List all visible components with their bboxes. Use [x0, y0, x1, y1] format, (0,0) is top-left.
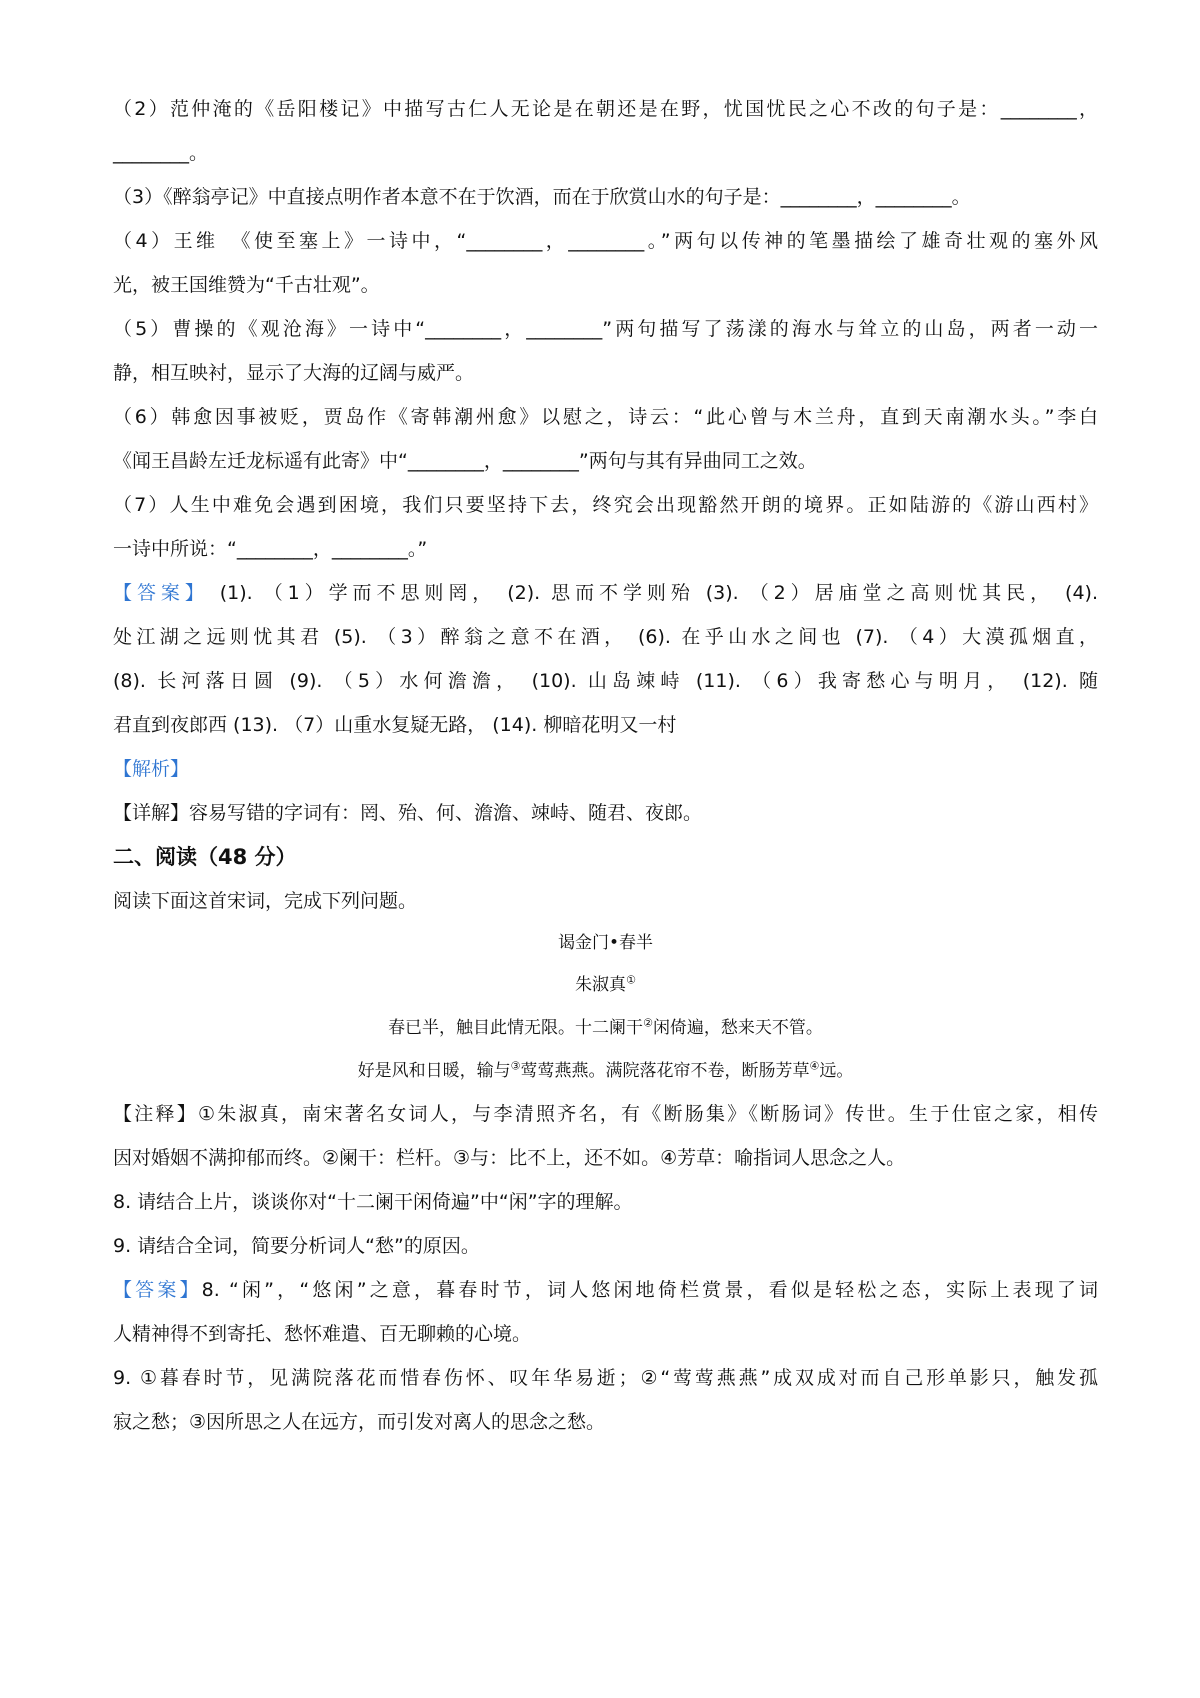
poem-author-note: ①: [626, 973, 636, 987]
answer-8-line-2: 人精神得不到寄托、愁怀难遣、百无聊赖的心境。: [113, 1323, 532, 1345]
annotation-line-1: 【注释】①朱淑真，南宋著名女词人，与李清照齐名，有《断肠集》《断肠词》传世。生于仕宦之家，相传: [113, 1103, 1098, 1125]
answer-8-tag: 【答案】: [113, 1279, 202, 1301]
question-3-line-1: （3）《醉翁亭记》中直接点明作者本意不在于饮酒，而在于欣赏山水的句子是：________，________。: [113, 186, 971, 208]
poem-line-1: [113, 1014, 1098, 1042]
question-4-line-2: 光，被王国维赞为“千古壮观”。: [113, 274, 380, 296]
question-5-line-2: 静，相互映衬，显示了大海的辽阔与威严。: [113, 362, 475, 384]
question-7-line-2: 一诗中所说：“________，________。”: [113, 538, 428, 560]
answer-line-1: [113, 579, 1098, 607]
section-heading: 二、阅读（48 分）: [113, 845, 297, 869]
answer-9-line-2: 寂之愁；③因所思之人在远方，而引发对离人的思念之愁。: [113, 1411, 606, 1433]
question-2-line-2: ________。: [113, 142, 209, 164]
analysis-tag: 【解析】: [113, 758, 190, 780]
answer-8-text-1: 8. “闲”，“悠闲”之意，暮春时节，词人悠闲地倚栏赏景，看似是轻松之态，实际上表现了词: [201, 1279, 1098, 1301]
question-6-line-1: （6）韩愈因事被贬，贾岛作《寄韩潮州愈》以慰之，诗云：“此心曾与木兰舟，直到天南潮水头。”李白: [113, 406, 1098, 428]
poem-line-1-part-a: 春已半，触目此情无限。十二阑干: [388, 1018, 644, 1038]
annotation-line-2: 因对婚姻不满抑郁而终。②阑干：栏杆。③与：比不上，还不如。④芳草：喻指词人思念之人。: [113, 1147, 906, 1169]
question-8: 8. 请结合上片，谈谈你对“十二阑干闲倚遍”中“闲”字的理解。: [113, 1191, 633, 1213]
poem-line-2-part-a: 好是风和日暖，输与: [357, 1061, 511, 1081]
poem-line-1-part-b: 闲倚遍，愁来天不管。: [652, 1018, 823, 1038]
answer-8-line-1: [113, 1276, 1098, 1304]
answer-line-2: 处江湖之远则忧其君 (5). （3）醉翁之意不在酒， (6). 在乎山水之间也 (7). （4）大漠孤烟直，: [113, 626, 1098, 648]
answer-line-3: (8). 长河落日圆 (9). （5）水何澹澹， (10). 山岛竦峙 (11). （6）我寄愁心与明月， (12). 随: [113, 670, 1098, 692]
question-4-line-1: （4）王维 《使至塞上》一诗中，“________，________。”两句以传神的笔墨描绘了雄奇壮观的塞外风: [113, 230, 1098, 252]
answer-tag: 【答案】: [113, 582, 209, 604]
answer-9-line-1: 9. ①暮春时节，见满院落花而惜春伤怀、叹年华易逝；②“莺莺燕燕”成双成对而自己形单影只，触发孤: [113, 1367, 1098, 1389]
question-5-line-1: （5）曹操的《观沧海》一诗中“________，________”两句描写了荡漾的海水与耸立的山岛，两者一动一: [113, 318, 1098, 340]
poem-line-2: [113, 1057, 1098, 1085]
answer-text-1: (1). （1）学而不思则罔， (2). 思而不学则殆 (3). （2）居庙堂之高则忧其民， (4).: [208, 582, 1098, 604]
poem-author-name: 朱淑真: [575, 975, 627, 995]
answer-line-4: 君直到夜郎西 (13). （7）山重水复疑无路， (14). 柳暗花明又一村: [113, 714, 677, 736]
detail-line: 【详解】容易写错的字词有：罔、殆、何、澹澹、竦峙、随君、夜郎。: [113, 802, 703, 824]
poem-note-4: ④: [809, 1059, 820, 1073]
poem-line-2-part-c: 远。: [819, 1061, 854, 1081]
poem-note-2: ②: [643, 1016, 653, 1030]
poem-note-3: ③: [510, 1059, 521, 1073]
poem-title: 谒金门•春半: [557, 933, 654, 953]
question-2-line-1: （2）范仲淹的《岳阳楼记》中描写古仁人无论是在朝还是在野，忧国忧民之心不改的句子是：________，: [113, 98, 1098, 120]
poem-line-2-part-b: 莺莺燕燕。满院落花帘不卷，断肠芳草: [520, 1061, 810, 1081]
question-9: 9. 请结合全词，简要分析词人“愁”的原因。: [113, 1235, 480, 1257]
poem-author: [113, 971, 1098, 999]
reading-intro: 阅读下面这首宋词，完成下列问题。: [113, 890, 418, 912]
question-6-line-2: 《闻王昌龄左迁龙标遥有此寄》中“________，________”两句与其有异曲同工之效。: [113, 450, 817, 472]
question-7-line-1: （7）人生中难免会遇到困境，我们只要坚持下去，终究会出现豁然开朗的境界。正如陆游的《游山西村》: [113, 494, 1098, 516]
